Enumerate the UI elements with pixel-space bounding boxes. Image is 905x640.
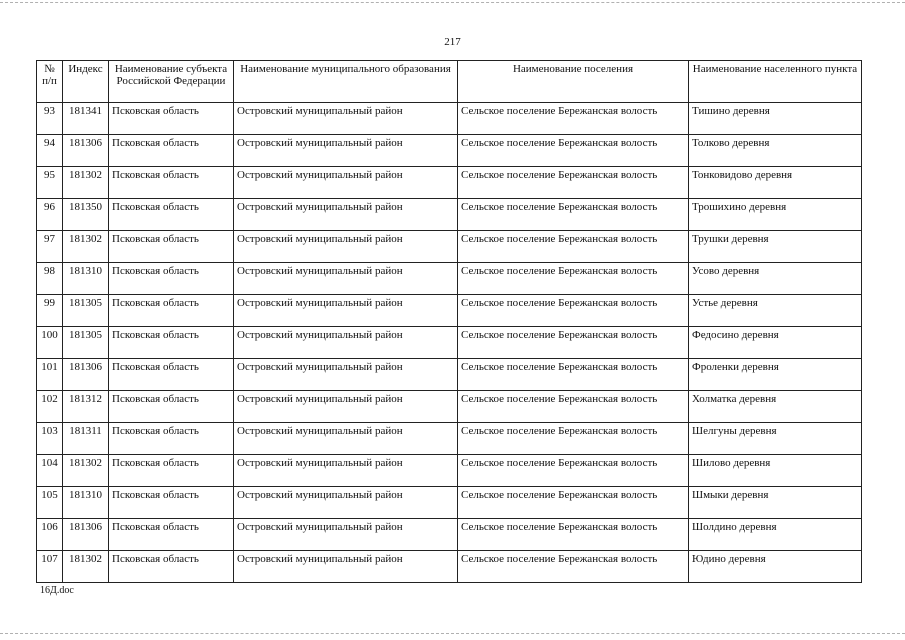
cell-number: 93 [37,103,63,135]
cell-locality: Устье деревня [689,295,862,327]
cell-index: 181302 [63,551,109,583]
cell-municipality: Островский муниципальный район [234,423,458,455]
table-row [37,135,862,167]
cell-index: 181302 [63,455,109,487]
cell-municipality: Островский муниципальный район [234,103,458,135]
cell-municipality: Островский муниципальный район [234,359,458,391]
cell-locality: Федосино деревня [689,327,862,359]
cell-locality: Холматка деревня [689,391,862,423]
cell-settlement: Сельское поселение Бережанская волость [458,231,689,263]
cell-locality: Шмыки деревня [689,487,862,519]
cell-settlement: Сельское поселение Бережанская волость [458,199,689,231]
cell-settlement: Сельское поселение Бережанская волость [458,167,689,199]
cell-number: 101 [37,359,63,391]
settlements-table [36,60,862,583]
cell-locality: Трошихино деревня [689,199,862,231]
cell-settlement: Сельское поселение Бережанская волость [458,263,689,295]
cell-index: 181341 [63,103,109,135]
cell-settlement: Сельское поселение Бережанская волость [458,455,689,487]
cell-settlement: Сельское поселение Бережанская волость [458,295,689,327]
cell-locality: Усово деревня [689,263,862,295]
header-municipality: Наименование муниципального образования [234,61,458,103]
cell-index: 181310 [63,263,109,295]
cell-number: 105 [37,487,63,519]
table-row [37,231,862,263]
cell-number: 107 [37,551,63,583]
cell-municipality: Островский муниципальный район [234,167,458,199]
cell-settlement: Сельское поселение Бережанская волость [458,519,689,551]
cell-municipality: Островский муниципальный район [234,135,458,167]
cell-number: 94 [37,135,63,167]
cell-municipality: Островский муниципальный район [234,551,458,583]
page-number: 217 [444,36,461,48]
header-settlement: Наименование поселения [458,61,689,103]
table-row [37,103,862,135]
cell-municipality: Островский муниципальный район [234,455,458,487]
table-body [37,103,862,583]
cell-municipality: Островский муниципальный район [234,199,458,231]
header-row [37,61,862,103]
cell-index: 181302 [63,231,109,263]
cell-locality: Тонковидово деревня [689,167,862,199]
table-row [37,487,862,519]
cell-index: 181310 [63,487,109,519]
cell-municipality: Островский муниципальный район [234,231,458,263]
cell-subject: Псковская область [109,231,234,263]
table-row [37,423,862,455]
cell-number: 99 [37,295,63,327]
cell-settlement: Сельское поселение Бережанская волость [458,487,689,519]
cell-index: 181350 [63,199,109,231]
cell-settlement: Сельское поселение Бережанская волость [458,327,689,359]
cell-index: 181312 [63,391,109,423]
cell-locality: Юдино деревня [689,551,862,583]
cell-index: 181305 [63,295,109,327]
cell-settlement: Сельское поселение Бережанская волость [458,359,689,391]
cell-index: 181311 [63,423,109,455]
table-row [37,199,862,231]
cell-number: 103 [37,423,63,455]
cell-locality: Шолдино деревня [689,519,862,551]
cell-municipality: Островский муниципальный район [234,519,458,551]
cell-settlement: Сельское поселение Бережанская волость [458,391,689,423]
cell-subject: Псковская область [109,135,234,167]
scan-edge-top [0,2,905,3]
cell-subject: Псковская область [109,519,234,551]
header-subject: Наименование субъекта Российской Федерации [109,61,234,103]
cell-locality: Тишино деревня [689,103,862,135]
cell-index: 181306 [63,359,109,391]
header-locality: Наименование населенного пункта [689,61,862,103]
table-row [37,295,862,327]
cell-municipality: Островский муниципальный район [234,295,458,327]
footer-filename: 16Д.doc [40,585,74,596]
cell-locality: Толково деревня [689,135,862,167]
cell-subject: Псковская область [109,327,234,359]
cell-settlement: Сельское поселение Бережанская волость [458,103,689,135]
cell-subject: Псковская область [109,423,234,455]
cell-subject: Псковская область [109,487,234,519]
table-row [37,391,862,423]
cell-subject: Псковская область [109,103,234,135]
cell-subject: Псковская область [109,391,234,423]
cell-subject: Псковская область [109,359,234,391]
cell-subject: Псковская область [109,263,234,295]
cell-index: 181302 [63,167,109,199]
cell-subject: Псковская область [109,455,234,487]
header-number: № п/п [37,61,63,103]
table-row [37,551,862,583]
cell-number: 95 [37,167,63,199]
cell-number: 97 [37,231,63,263]
cell-locality: Трушки деревня [689,231,862,263]
header-index: Индекс [63,61,109,103]
cell-settlement: Сельское поселение Бережанская волость [458,423,689,455]
cell-number: 102 [37,391,63,423]
cell-subject: Псковская область [109,199,234,231]
cell-municipality: Островский муниципальный район [234,263,458,295]
cell-number: 100 [37,327,63,359]
cell-number: 96 [37,199,63,231]
cell-index: 181305 [63,327,109,359]
cell-subject: Псковская область [109,551,234,583]
cell-index: 181306 [63,519,109,551]
table-row [37,167,862,199]
table-row [37,359,862,391]
cell-subject: Псковская область [109,167,234,199]
cell-number: 98 [37,263,63,295]
cell-number: 104 [37,455,63,487]
cell-settlement: Сельское поселение Бережанская волость [458,551,689,583]
cell-index: 181306 [63,135,109,167]
cell-locality: Шилово деревня [689,455,862,487]
cell-municipality: Островский муниципальный район [234,391,458,423]
cell-municipality: Островский муниципальный район [234,487,458,519]
cell-number: 106 [37,519,63,551]
cell-locality: Фроленки деревня [689,359,862,391]
cell-subject: Псковская область [109,295,234,327]
table-row [37,455,862,487]
table-header [37,61,862,103]
scan-edge-bottom [0,633,905,634]
table-row [37,263,862,295]
cell-settlement: Сельское поселение Бережанская волость [458,135,689,167]
table-row [37,327,862,359]
cell-municipality: Островский муниципальный район [234,327,458,359]
table-row [37,519,862,551]
cell-locality: Шелгуны деревня [689,423,862,455]
